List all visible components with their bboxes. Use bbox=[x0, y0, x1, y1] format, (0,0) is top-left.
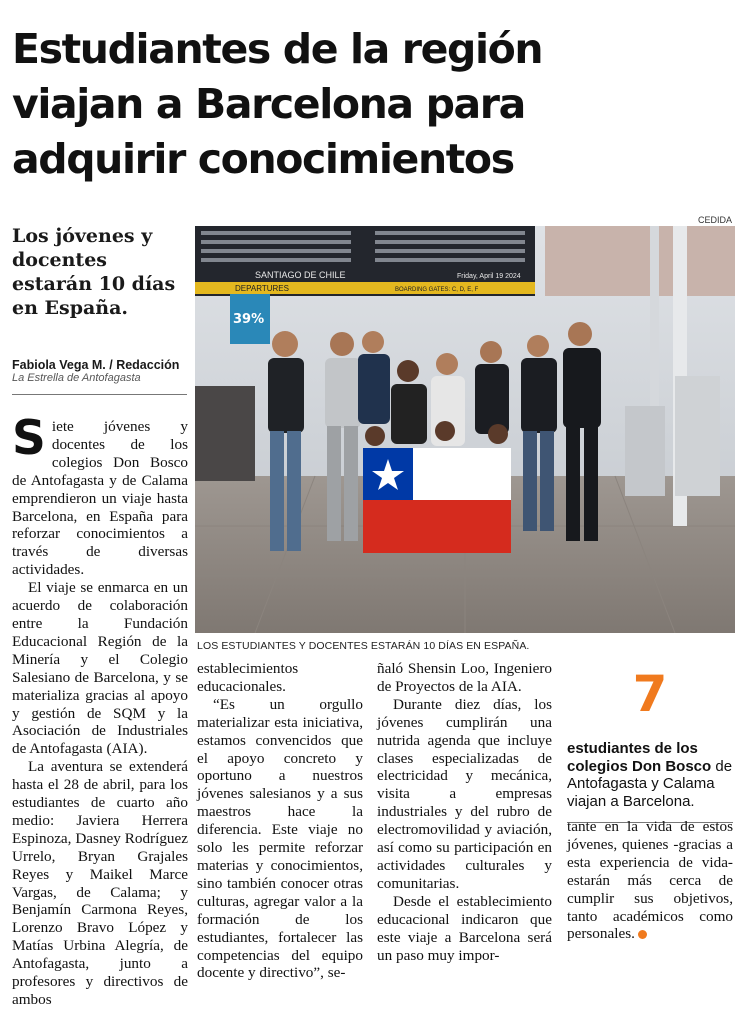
article-column-2 bbox=[197, 660, 363, 982]
byline bbox=[12, 358, 190, 384]
article-paragraph: El viaje se enmarca en un acuerdo de colaboración entre la Fundación Educacional Región de la Minería y el Colegio Salesiano de Barcelona, y se materializa gracias al apoyo y gestión de SQM y la Asociación de Industriales de Antofagasta (AIA). bbox=[12, 579, 188, 758]
article-paragraph: ñaló Shensin Loo, Ingeniero de Proyectos de la AIA. bbox=[377, 660, 552, 695]
drop-cap: S bbox=[12, 411, 46, 466]
sidebar-text-rest: de Antofagasta y Calama viajan a Barcelona. bbox=[567, 757, 733, 810]
article-column-3 bbox=[377, 660, 552, 964]
article-paragraph: “Es un orgullo materializar esta iniciativa, estamos convencidos que el apoyo concreto y oportuno a nuestros jóvenes salesianos y a sus maestros hace la diferencia. Este viaje no solo les permite reforzar materias y conocimientos, sino también conocer otras culturas, agregar valor a la formación de los estudiantes, fortalecer las competencias del equipo docente y directivo”, se- bbox=[197, 695, 363, 982]
board-date: Friday, April 19 2024 bbox=[457, 273, 521, 280]
headline-line-1: Estudiantes de la región bbox=[12, 25, 543, 73]
board-location: SANTIAGO DE CHILE bbox=[255, 270, 346, 280]
end-mark-icon bbox=[638, 930, 647, 939]
board-departures: DEPARTURES bbox=[235, 284, 289, 293]
sidebar-number: 7 bbox=[632, 665, 668, 723]
byline-organization: La Estrella de Antofagasta bbox=[12, 372, 141, 384]
article-paragraph: Desde el establecimiento educacional indicaron que este viaje a Barcelona será un paso muy impor- bbox=[377, 892, 552, 964]
board-gates: BOARDING GATES: C, D, E, F bbox=[395, 287, 479, 293]
sidebar-text-bold: estudiantes de los colegios Don Bosco bbox=[567, 740, 712, 775]
paragraph-text: tante en la vida de estos jóvenes, quienes -gracias a esta experiencia de vida- estarán más cerca de cumplir sus objetivos, tanto académicos como personales. bbox=[567, 818, 733, 943]
promo-sign: 39% bbox=[233, 312, 265, 327]
byline-author: Fabiola Vega M. / Redacción bbox=[12, 358, 180, 372]
article-paragraph: establecimientos educacionales. bbox=[197, 660, 299, 695]
article-column-4 bbox=[567, 818, 733, 943]
article-paragraph: La aventura se extenderá hasta el 28 de abril, para los estudiantes de cuarto año medio: Javiera Herrera Espinoza, Dasney Rodríguez Urrelo, Bryan Grajales Reyes y Maikel Marce Vargas, de Calama; y Benjamín Carmona Reyes, Lorenzo Bravo López y Matías Urbina Alegría, de Antofagasta, junto a profesores y directivos de ambos bbox=[12, 758, 188, 1008]
article-paragraph bbox=[12, 411, 188, 579]
byline-divider bbox=[12, 394, 187, 395]
paragraph-text: iete jóvenes y docentes de los colegios Don Bosco de Antofagasta y de Calama emprendieron un viaje hasta Barcelona, en España para reforzar conocimientos a través de diversas actividades. bbox=[12, 418, 188, 579]
chilean-flag bbox=[363, 448, 511, 553]
sidebar-text bbox=[567, 740, 733, 810]
headline bbox=[12, 22, 732, 187]
article-paragraph: Durante diez días, los jóvenes cumplirán una nutrida agenda que incluye clases especializadas de electricidad y mecánica, visita a empresas industriales y del rubro de electromovilidad y aviación, así como su participación en actividades culturales y comunitarias. bbox=[377, 695, 552, 892]
group-photo bbox=[195, 226, 735, 633]
subhead: Los jóvenes y docentes estarán 10 días en España. bbox=[12, 225, 176, 319]
photo-caption: LOS ESTUDIANTES Y DOCENTES ESTARÁN 10 DÍAS EN ESPAÑA. bbox=[197, 640, 530, 652]
article-paragraph bbox=[567, 818, 733, 943]
photo-credit: CEDIDA bbox=[697, 215, 732, 225]
headline-line-2: viajan a Barcelona para bbox=[12, 80, 525, 128]
headline-line-3: adquirir conocimientos bbox=[12, 135, 514, 183]
article-column-1 bbox=[12, 411, 188, 1009]
